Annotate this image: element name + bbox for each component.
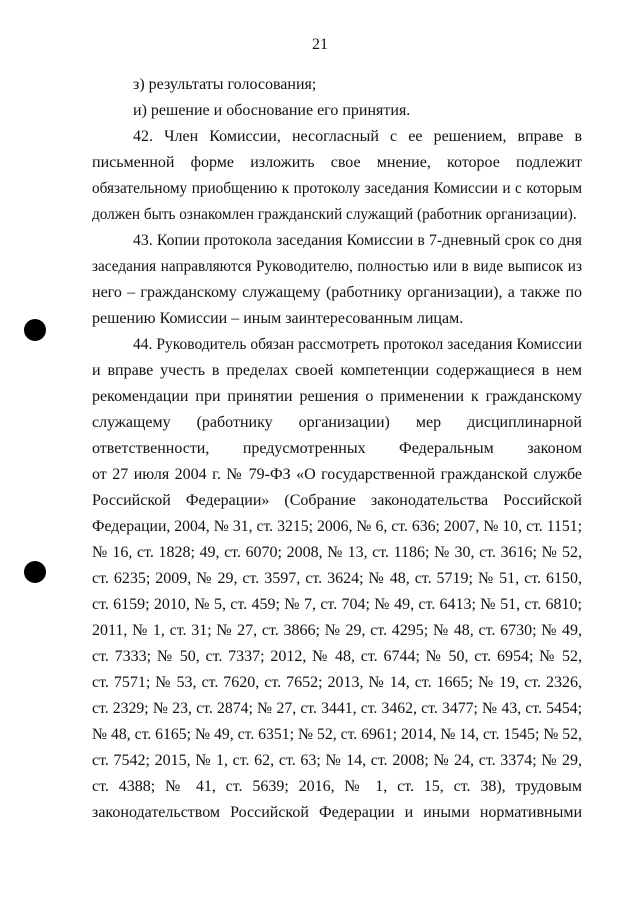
- text-line: 2011, № 1, ст. 31; № 27, ст. 3866; № 29, ст. 4295; № 48, ст. 6730; № 49,: [92, 622, 582, 639]
- text-line: ст. 6235; 2009, № 29, ст. 3597, ст. 3624; № 48, ст. 5719; № 51, ст. 6150,: [92, 570, 582, 587]
- text-line: Российской Федерации» (Собрание законодательства Российской: [92, 492, 582, 509]
- punch-hole-bottom: [24, 561, 46, 583]
- text-line: рекомендации при принятии решения о применении к гражданскому: [92, 388, 582, 405]
- text-line: 43. Копии протокола заседания Комиссии в 7-дневный срок со дня: [133, 232, 582, 249]
- text-line: ст. 6159; 2010, № 5, ст. 459; № 7, ст. 704; № 49, ст. 6413; № 51, ст. 6810;: [92, 596, 582, 613]
- text-line: обязательному приобщению к протоколу заседания Комиссии и с которым: [92, 180, 582, 197]
- text-line: и вправе учесть в пределах своей компетенции содержащиеся в нем: [92, 362, 582, 379]
- text-line: от 27 июля 2004 г. № 79-ФЗ «О государственной гражданской службе: [92, 466, 582, 483]
- text-line: ст. 7571; № 53, ст. 7620, ст. 7652; 2013, № 14, ст. 1665; № 19, ст. 2326,: [92, 674, 582, 691]
- text-line: 44. Руководитель обязан рассмотреть протокол заседания Комиссии: [133, 336, 582, 353]
- text-line: № 48, ст. 6165; № 49, ст. 6351; № 52, ст. 6961; 2014, № 14, ст. 1545; № 52,: [92, 726, 582, 743]
- text-line: должен быть ознакомлен гражданский служащий (работник организации).: [92, 206, 577, 223]
- text-line: № 16, ст. 1828; 49, ст. 6070; 2008, № 13, ст. 1186; № 30, ст. 3616; № 52,: [92, 544, 582, 561]
- text-line: письменной форме изложить свое мнение, которое подлежит: [92, 154, 582, 171]
- text-line: 42. Член Комиссии, несогласный с ее решением, вправе в: [133, 128, 582, 145]
- text-line: заседания направляются Руководителю, полностью или в виде выписок из: [92, 258, 582, 275]
- text-line: ст. 2329; № 23, ст. 2874; № 27, ст. 3441, ст. 3462, ст. 3477; № 43, ст. 5454;: [92, 700, 582, 717]
- text-line: ст. 7542; 2015, № 1, ст. 62, ст. 63; № 14, ст. 2008; № 24, ст. 3374; № 29,: [92, 752, 582, 769]
- text-line: законодательством Российской Федерации и иными нормативными: [92, 804, 582, 821]
- text-line: и) решение и обоснование его принятия.: [133, 102, 411, 119]
- page-number: 21: [312, 36, 328, 53]
- text-line: Федерации, 2004, № 31, ст. 3215; 2006, № 6, ст. 636; 2007, № 10, ст. 1151;: [92, 518, 582, 535]
- text-line: служащему (работнику организации) мер дисциплинарной: [92, 414, 582, 431]
- text-line: ответственности, предусмотренных Федеральным законом: [92, 440, 582, 457]
- text-line: з) результаты голосования;: [133, 76, 317, 93]
- text-line: решению Комиссии – иным заинтересованным лицам.: [92, 310, 464, 327]
- text-line: него – гражданскому служащему (работнику организации), а также по: [92, 284, 582, 301]
- punch-hole-top: [24, 319, 46, 341]
- text-line: ст. 7333; № 50, ст. 7337; 2012, № 48, ст. 6744; № 50, ст. 6954; № 52,: [92, 648, 582, 665]
- text-line: ст. 4388; № 41, ст. 5639; 2016, № 1, ст. 15, ст. 38), трудовым: [92, 778, 582, 795]
